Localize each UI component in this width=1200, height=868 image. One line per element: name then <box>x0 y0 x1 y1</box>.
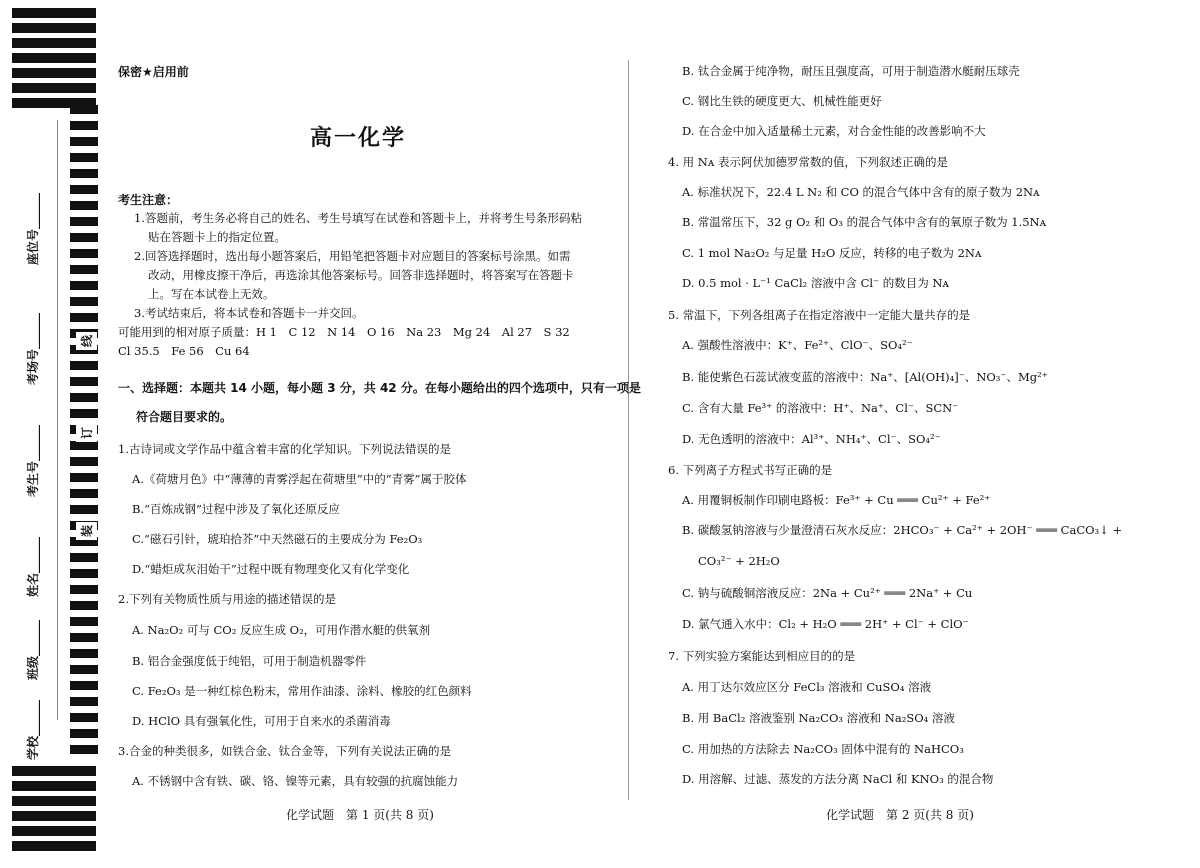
stripe <box>12 38 96 48</box>
stripe <box>70 745 98 754</box>
exam-number-field: 考生号______ <box>26 424 40 497</box>
stripe <box>70 409 98 418</box>
stripe <box>70 361 98 370</box>
page-title: 高一化学 <box>310 126 407 151</box>
footer-page-2: 化学试题 第 2 页(共 8 页) <box>826 808 974 822</box>
stripe <box>70 713 98 722</box>
notes-line: 2.回答选择题时，选出每小题答案后，用铅笔把答题卡对应题目的答案标号涂黑。如需 <box>134 249 571 263</box>
stripe <box>70 505 98 514</box>
stripe <box>70 297 98 306</box>
stripe <box>70 169 98 178</box>
stripe <box>12 53 96 63</box>
question-option: B. 常温常压下，32 g O₂ 和 O₃ 的混合气体中含有的氧原子数为 1.5Nᴀ <box>682 215 1047 229</box>
stripe <box>12 826 96 836</box>
page-divider <box>628 60 629 800</box>
question-stem: 7. 下列实验方案能达到相应目的的是 <box>668 649 856 663</box>
question-stem: 6. 下列离子方程式书写正确的是 <box>668 463 833 477</box>
question-option: A. 用覆铜板制作印刷电路板：Fe³⁺ + Cu ═══ Cu²⁺ + Fe²⁺ <box>682 493 991 507</box>
question-option: A.《荷塘月色》中“薄薄的青雾浮起在荷塘里”中的“青雾”属于胶体 <box>132 472 467 486</box>
stripe <box>70 217 98 226</box>
binding-line <box>57 120 58 720</box>
stripe <box>70 185 98 194</box>
question-option: C. 含有大量 Fe³⁺ 的溶液中：H⁺、Na⁺、Cl⁻、SCN⁻ <box>682 401 959 415</box>
stripe <box>70 201 98 210</box>
question-option: C. 1 mol Na₂O₂ 与足量 H₂O 反应，转移的电子数为 2Nᴀ <box>682 246 982 260</box>
binding-mark-order: 订 <box>76 424 97 442</box>
question-option: A. 用丁达尔效应区分 FeCl₃ 溶液和 CuSO₄ 溶液 <box>682 680 932 694</box>
question-option: CO₃²⁻ + 2H₂O <box>698 554 780 568</box>
notes-line: 改动，用橡皮擦干净后，再选涂其他答案标号。回答非选择题时，将答案写在答题卡 <box>148 268 574 282</box>
stripe <box>70 441 98 450</box>
question-option: C. Fe₂O₃ 是一种红棕色粉末，常用作油漆、涂料、橡胶的红色颜料 <box>132 684 472 698</box>
confidential-label: 保密★启用前 <box>118 65 189 79</box>
question-option: D.“蜡炬成灰泪始干”过程中既有物理变化又有化学变化 <box>132 562 410 576</box>
exam-room-field: 考场号______ <box>26 312 40 385</box>
stripe <box>70 489 98 498</box>
question-option: B. 碳酸氢钠溶液与少量澄清石灰水反应：2HCO₃⁻ + Ca²⁺ + 2OH⁻ ═══ CaCO₃↓ + <box>682 523 1123 537</box>
stripe <box>70 665 98 674</box>
notes-line: Cl 35.5 Fe 56 Cu 64 <box>118 344 250 358</box>
stripe <box>70 553 98 562</box>
stripe <box>70 249 98 258</box>
question-option: D. 用溶解、过滤、蒸发的方法分离 NaCl 和 KNO₃ 的混合物 <box>682 772 994 786</box>
stripe <box>70 473 98 482</box>
stripe <box>12 83 96 93</box>
section-heading: 一、选择题：本题共 14 小题，每小题 3 分，共 42 分。在每小题给出的四个选项中，只有一项是 <box>118 381 641 395</box>
stripe <box>70 313 98 322</box>
stripe <box>12 8 96 18</box>
question-stem: 1.古诗词或文学作品中蕴含着丰富的化学知识。下列说法错误的是 <box>118 442 451 456</box>
stripe <box>70 105 98 114</box>
stripe <box>70 153 98 162</box>
binding-mark-line: 线 <box>76 332 97 350</box>
question-option: B. 用 BaCl₂ 溶液鉴别 Na₂CO₃ 溶液和 Na₂SO₄ 溶液 <box>682 711 955 725</box>
stripe <box>70 393 98 402</box>
stripe <box>70 121 98 130</box>
stripe <box>12 68 96 78</box>
binding-stripes-top <box>12 8 96 113</box>
stripe <box>70 649 98 658</box>
notes-line: 贴在答题卡上的指定位置。 <box>148 230 286 244</box>
footer-page-1: 化学试题 第 1 页(共 8 页) <box>286 808 434 822</box>
stripe <box>12 811 96 821</box>
question-option: D. HClO 具有强氧化性，可用于自来水的杀菌消毒 <box>132 714 391 728</box>
stripe <box>70 281 98 290</box>
stripe <box>70 633 98 642</box>
notes-line: 上。写在本试卷上无效。 <box>148 287 275 301</box>
question-option: A. 不锈钢中含有铁、碳、铬、镍等元素，具有较强的抗腐蚀能力 <box>132 774 459 788</box>
stripe <box>70 681 98 690</box>
question-option: D. 0.5 mol · L⁻¹ CaCl₂ 溶液中含 Cl⁻ 的数目为 Nᴀ <box>682 276 949 290</box>
section-heading-cont: 符合题目要求的。 <box>136 410 233 424</box>
question-option: C. 用加热的方法除去 Na₂CO₃ 固体中混有的 NaHCO₃ <box>682 742 964 756</box>
question-option: B.“百炼成钢”过程中涉及了氧化还原反应 <box>132 502 340 516</box>
stripe <box>70 233 98 242</box>
question-option: B. 铝合金强度低于纯铝，可用于制造机器零件 <box>132 654 367 668</box>
binding-mark-bind: 装 <box>76 522 97 540</box>
question-option: D. 无色透明的溶液中：Al³⁺、NH₄⁺、Cl⁻、SO₄²⁻ <box>682 432 941 446</box>
binding-stripes-bottom <box>12 766 96 856</box>
question-option: C. 钢比生铁的硬度更大、机械性能更好 <box>682 94 882 108</box>
question-option: A. 标准状况下，22.4 L N₂ 和 CO 的混合气体中含有的原子数为 2Nᴀ <box>682 185 1040 199</box>
school-field: 学校______ <box>26 699 40 760</box>
notes-line: 3.考试结束后，将本试卷和答题卡一并交回。 <box>134 306 364 320</box>
notes-heading: 考生注意： <box>118 193 179 207</box>
stripe <box>70 617 98 626</box>
seat-number-field: 座位号______ <box>26 192 40 265</box>
stripe <box>12 766 96 776</box>
stripe <box>70 377 98 386</box>
notes-line: 可能用到的相对原子质量：H 1 C 12 N 14 O 16 Na 23 Mg 24 Al 27 S 32 <box>118 325 570 339</box>
stripe <box>70 601 98 610</box>
question-stem: 4. 用 Nᴀ 表示阿伏加德罗常数的值，下列叙述正确的是 <box>668 155 948 169</box>
question-option: C. 钠与硫酸铜溶液反应：2Na + Cu²⁺ ═══ 2Na⁺ + Cu <box>682 586 973 600</box>
notes-line: 1.答题前，考生务必将自己的姓名、考生号填写在试卷和答题卡上，并将考生号条形码粘 <box>134 211 582 225</box>
question-option: A. Na₂O₂ 可与 CO₂ 反应生成 O₂，可用作潜水艇的供氧剂 <box>132 623 431 637</box>
stripe <box>12 841 96 851</box>
stripe <box>70 457 98 466</box>
stripe <box>12 781 96 791</box>
stripe <box>70 729 98 738</box>
stripe <box>70 265 98 274</box>
question-stem: 2.下列有关物质性质与用途的描述错误的是 <box>118 592 336 606</box>
stripe <box>70 585 98 594</box>
question-stem: 5. 常温下，下列各组离子在指定溶液中一定能大量共存的是 <box>668 308 971 322</box>
stripe <box>70 137 98 146</box>
stripe <box>70 697 98 706</box>
stripe <box>12 796 96 806</box>
class-field: 班级______ <box>26 619 40 680</box>
stripe <box>70 569 98 578</box>
name-field: 姓名______ <box>26 536 40 597</box>
question-option: D. 氯气通入水中：Cl₂ + H₂O ═══ 2H⁺ + Cl⁻ + ClO⁻ <box>682 617 969 631</box>
question-option: B. 能使紫色石蕊试液变蓝的溶液中：Na⁺、[Al(OH)₄]⁻、NO₃⁻、Mg²⁺ <box>682 370 1048 384</box>
question-option: B. 钛合金属于纯净物，耐压且强度高，可用于制造潜水艇耐压球壳 <box>682 64 1020 78</box>
question-stem: 3.合金的种类很多，如铁合金、钛合金等，下列有关说法正确的是 <box>118 744 451 758</box>
stripe <box>12 23 96 33</box>
question-option: C.“磁石引针，琥珀拾芥”中天然磁石的主要成分为 Fe₂O₃ <box>132 532 423 546</box>
question-option: D. 在合金中加入适量稀土元素，对合金性能的改善影响不大 <box>682 124 986 138</box>
question-option: A. 强酸性溶液中：K⁺、Fe²⁺、ClO⁻、SO₄²⁻ <box>682 338 913 352</box>
